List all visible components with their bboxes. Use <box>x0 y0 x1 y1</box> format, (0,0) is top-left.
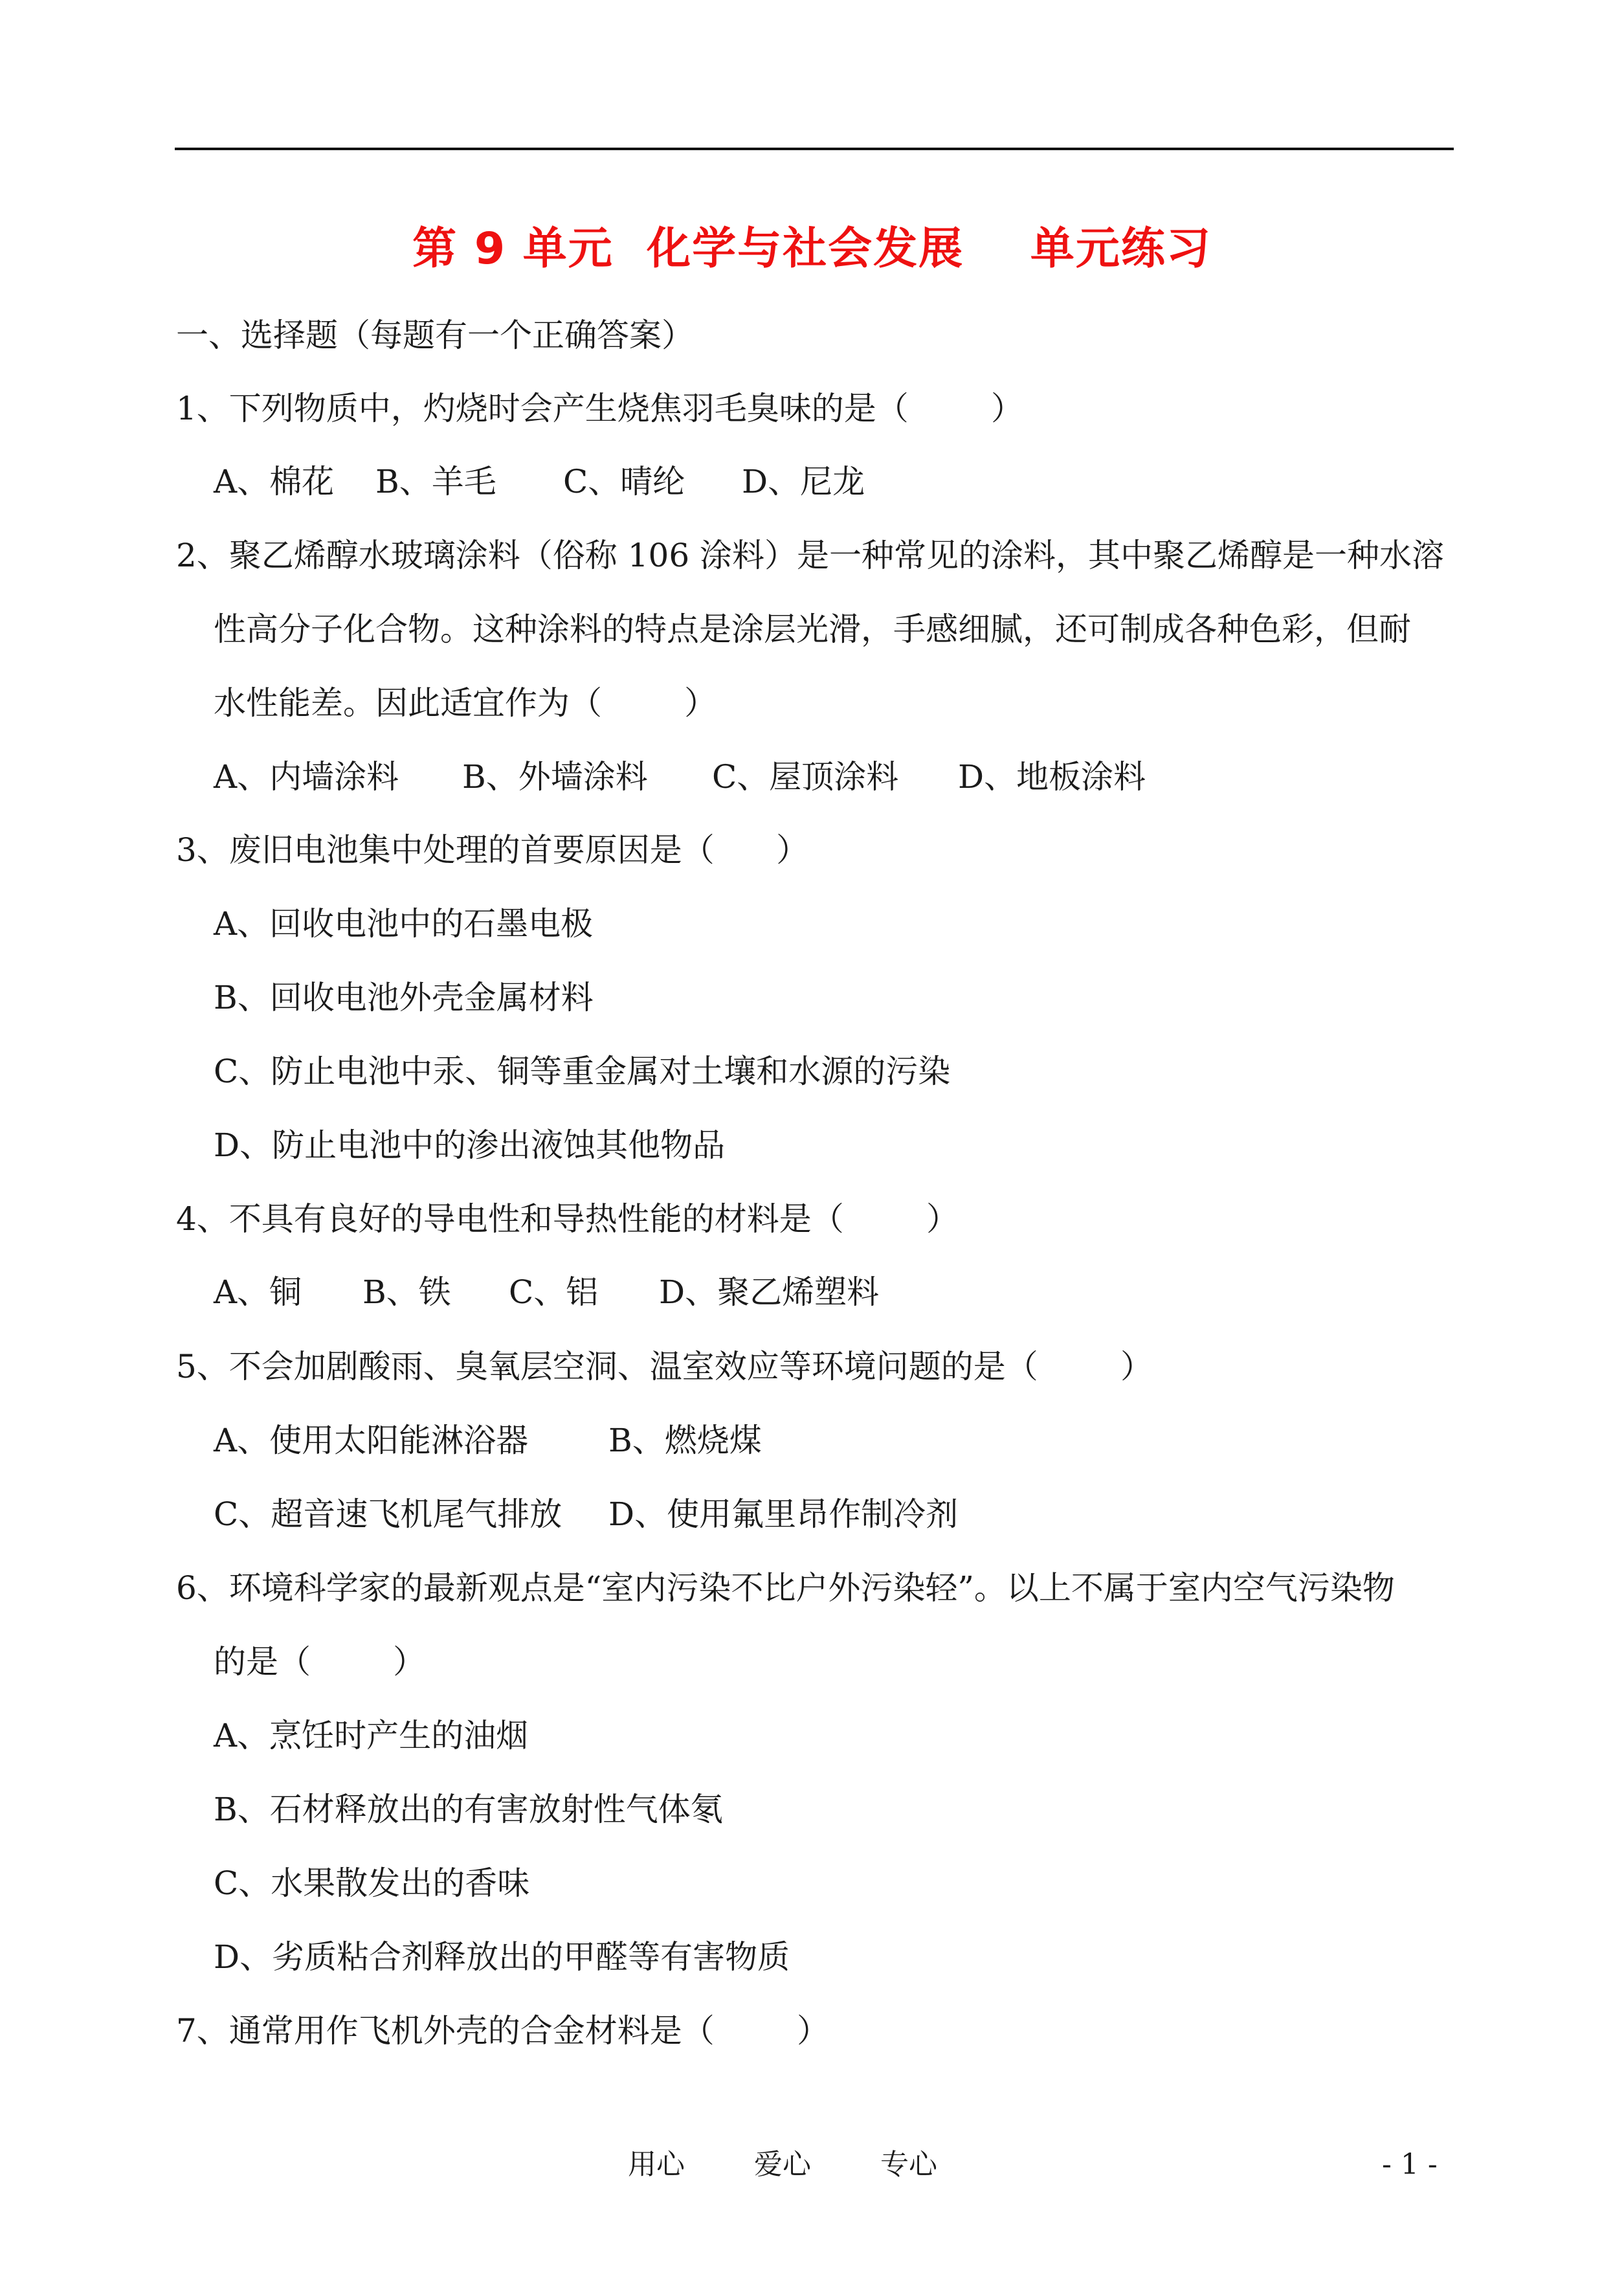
question-2-stem: 2、聚乙烯醇水玻璃涂料（俗称 106 涂料）是一种常见的涂料，其中聚乙烯醇是一种水溶 <box>176 537 1445 574</box>
section-heading: 一、选择题（每题有一个正确答案） <box>176 317 694 354</box>
option: C、铝 <box>509 1273 599 1311</box>
question-6-stem: 6、环境科学家的最新观点是“室内污染不比户外污染轻”。以上不属于室内空气污染物 <box>176 1569 1395 1607</box>
option: B、铁 <box>362 1273 451 1311</box>
option: B、石材释放出的有害放射性气体氡 <box>214 1791 723 1828</box>
option: B、外墙涂料 <box>462 758 648 796</box>
question-5-stem: 5、不会加剧酸雨、臭氧层空洞、温室效应等环境问题的是（ ） <box>176 1348 1153 1385</box>
question-3-stem: 3、废旧电池集中处理的首要原因是（ ） <box>176 831 809 869</box>
option: D、地板涂料 <box>958 758 1146 796</box>
option: C、晴纶 <box>563 463 685 500</box>
header-rule <box>175 148 1454 150</box>
option: D、劣质粘合剂释放出的甲醛等有害物质 <box>214 1938 790 1976</box>
option: B、羊毛 <box>375 463 496 500</box>
option: A、回收电池中的石墨电极 <box>214 905 594 943</box>
option: A、内墙涂料 <box>214 758 399 796</box>
question-7-stem: 7、通常用作飞机外壳的合金材料是（ ） <box>176 2012 829 2050</box>
option: A、烹饪时产生的油烟 <box>214 1717 529 1754</box>
option: C、超音速飞机尾气排放 <box>214 1495 562 1533</box>
option: D、使用氟里昂作制冷剂 <box>608 1495 959 1533</box>
option: A、棉花 <box>214 463 335 500</box>
option: A、铜 <box>214 1273 302 1311</box>
question-6-stem-cont: 的是（ ） <box>214 1643 426 1681</box>
option: D、尼龙 <box>742 463 865 500</box>
option: C、防止电池中汞、铜等重金属对土壤和水源的污染 <box>214 1053 951 1090</box>
option: C、屋顶涂料 <box>712 758 899 796</box>
option: C、水果散发出的香味 <box>214 1864 530 1902</box>
question-2-stem-cont: 水性能差。因此适宜作为（ ） <box>214 684 717 722</box>
option: B、回收电池外壳金属材料 <box>214 979 594 1016</box>
question-1-stem: 1、下列物质中，灼烧时会产生烧焦羽毛臭味的是（ ） <box>176 390 1023 427</box>
page-number: - 1 - <box>1382 2148 1438 2181</box>
option: D、聚乙烯塑料 <box>659 1273 880 1311</box>
page-title: 第 9 单元 化学与社会发展 单元练习 <box>412 223 1212 274</box>
question-2-stem-cont: 性高分子化合物。这种涂料的特点是涂层光滑，手感细腻，还可制成各种色彩，但耐 <box>214 610 1411 648</box>
option: D、防止电池中的渗出液蚀其他物品 <box>214 1126 726 1164</box>
question-4-stem: 4、不具有良好的导电性和导热性能的材料是（ ） <box>176 1200 959 1238</box>
option: A、使用太阳能淋浴器 <box>214 1422 529 1459</box>
footer-motto: 专心 <box>880 2148 937 2181</box>
footer-motto: 用心 <box>628 2148 685 2181</box>
footer-motto: 爱心 <box>754 2148 811 2181</box>
option: B、燃烧煤 <box>608 1422 762 1459</box>
